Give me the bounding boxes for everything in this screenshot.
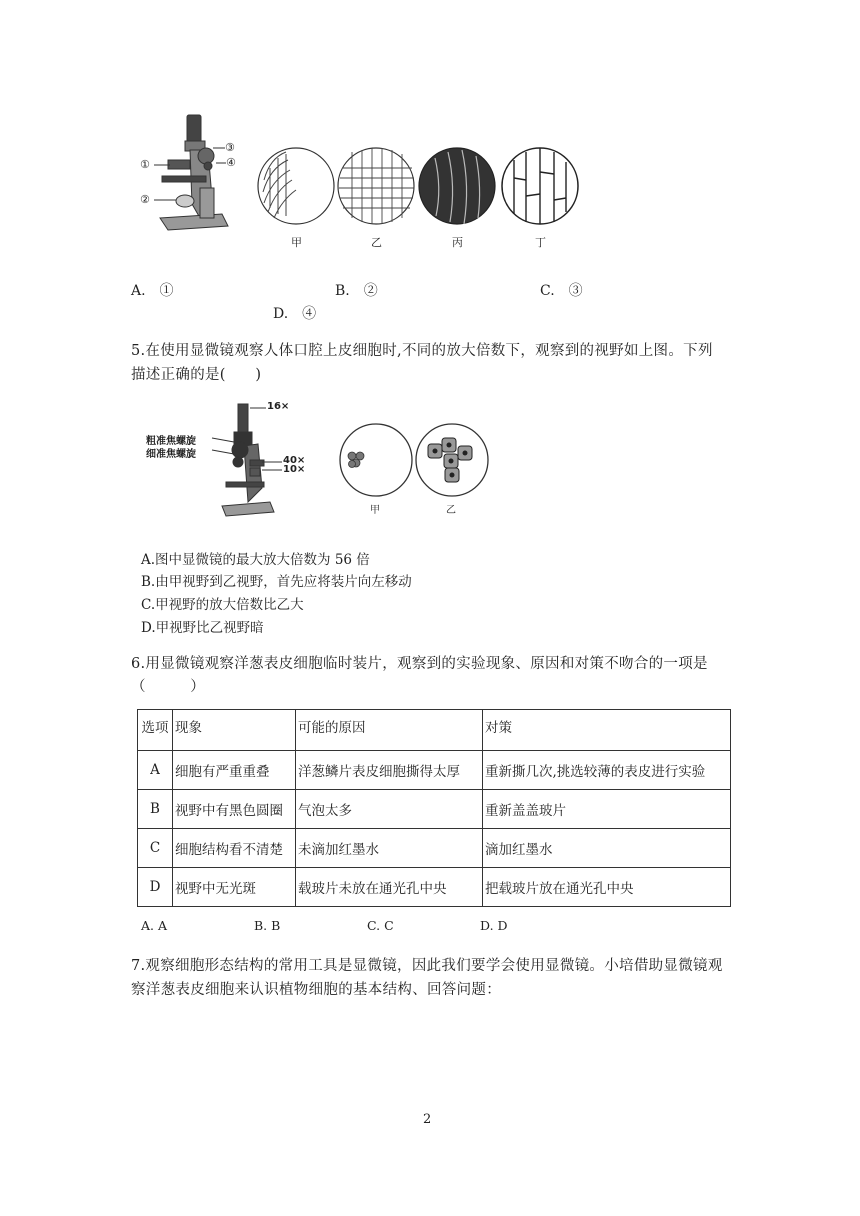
table-cell: 视野中无光斑	[173, 868, 296, 907]
table-row	[138, 868, 731, 907]
q5-label-obj10: 10×	[283, 464, 306, 475]
part-label-2: ②	[140, 193, 150, 206]
q5-option-c: C.甲视野的放大倍数比乙大	[141, 597, 304, 613]
header-cell: 选项	[138, 710, 173, 751]
table-row	[138, 829, 731, 868]
header-cell: 现象	[173, 710, 296, 751]
q5-figure	[140, 398, 500, 524]
q5-stem-line2: 描述正确的是( )	[131, 367, 262, 383]
table-cell: 未滴加红墨水	[296, 829, 483, 868]
part-label-3: ③	[225, 141, 235, 154]
table-cell: D	[138, 868, 173, 907]
q5-option-b: B.由甲视野到乙视野，首先应将装片向左移动	[141, 574, 412, 590]
q6-stem-line1: 6.用显微镜观察洋葱表皮细胞临时装片，观察到的实验现象、原因和对策不吻合的一项是	[131, 656, 708, 672]
q4-option-c: C. ③	[540, 283, 583, 299]
table-cell: A	[138, 751, 173, 790]
q5-stem-line1: 5.在使用显微镜观察人体口腔上皮细胞时,不同的放大倍数下，观察到的视野如上图。下列	[131, 343, 713, 359]
microscope-drawing	[160, 115, 228, 230]
microscope-views-svg	[130, 108, 590, 258]
view-yi	[338, 148, 414, 224]
table-header-row	[138, 710, 731, 751]
table-row	[138, 751, 731, 790]
q6-option-d: D. D	[480, 918, 508, 933]
table-cell: 重新撕几次,挑选较薄的表皮进行实验	[483, 751, 731, 790]
table-cell: 把载玻片放在通光孔中央	[483, 868, 731, 907]
q4-option-a: A. ①	[131, 283, 174, 299]
q4-option-d: D. ④	[273, 306, 317, 322]
page-number: 2	[423, 1112, 432, 1127]
q5-label-fine: 细准焦螺旋	[146, 449, 196, 460]
q6-table	[137, 709, 731, 907]
table-cell: 洋葱鳞片表皮细胞撕得太厚	[296, 751, 483, 790]
table-cell: 视野中有黑色圆圈	[173, 790, 296, 829]
part-label-1: ①	[140, 158, 150, 171]
q5-label-coarse: 粗准焦螺旋	[146, 436, 196, 447]
q6-option-a: A. A	[141, 918, 168, 933]
header-cell: 可能的原因	[296, 710, 483, 751]
q5-view-label-jia: 甲	[370, 505, 380, 516]
q4-option-b: B. ②	[335, 283, 378, 299]
q5-option-a: A.图中显微镜的最大放大倍数为 56 倍	[141, 552, 370, 568]
table-row	[138, 790, 731, 829]
q6-option-b: B. B	[254, 918, 281, 933]
view-label-jia: 甲	[291, 236, 302, 249]
table-cell: 气泡太多	[296, 790, 483, 829]
figure-microscope-views	[130, 108, 590, 258]
header-cell: 对策	[483, 710, 731, 751]
table-cell: C	[138, 829, 173, 868]
table-cell: 滴加红墨水	[483, 829, 731, 868]
view-label-ding: 丁	[535, 236, 546, 249]
table-cell: 载玻片未放在通光孔中央	[296, 868, 483, 907]
view-label-bing: 丙	[452, 236, 463, 249]
view-label-yi: 乙	[371, 236, 382, 249]
q7-stem-line1: 7.观察细胞形态结构的常用工具是显微镜，因此我们要学会使用显微镜。小培借助显微镜观	[131, 958, 723, 974]
table-cell: 细胞结构看不清楚	[173, 829, 296, 868]
table-cell: B	[138, 790, 173, 829]
q6-option-c: C. C	[367, 918, 394, 933]
q5-option-d: D.甲视野比乙视野暗	[141, 620, 264, 636]
part-label-4: ④	[226, 156, 236, 169]
view-bing	[419, 148, 495, 224]
q5-label-obj40: 40×	[283, 455, 306, 466]
view-jia	[258, 148, 334, 224]
table-cell: 细胞有严重重叠	[173, 751, 296, 790]
q7-stem-line2: 察洋葱表皮细胞来认识植物细胞的基本结构、回答问题：	[131, 982, 501, 998]
q5-label-eyepiece: 16×	[267, 401, 290, 412]
table-cell: 重新盖盖玻片	[483, 790, 731, 829]
q6-stem-line2: （ ）	[131, 679, 205, 695]
q5-view-label-yi: 乙	[446, 505, 456, 516]
